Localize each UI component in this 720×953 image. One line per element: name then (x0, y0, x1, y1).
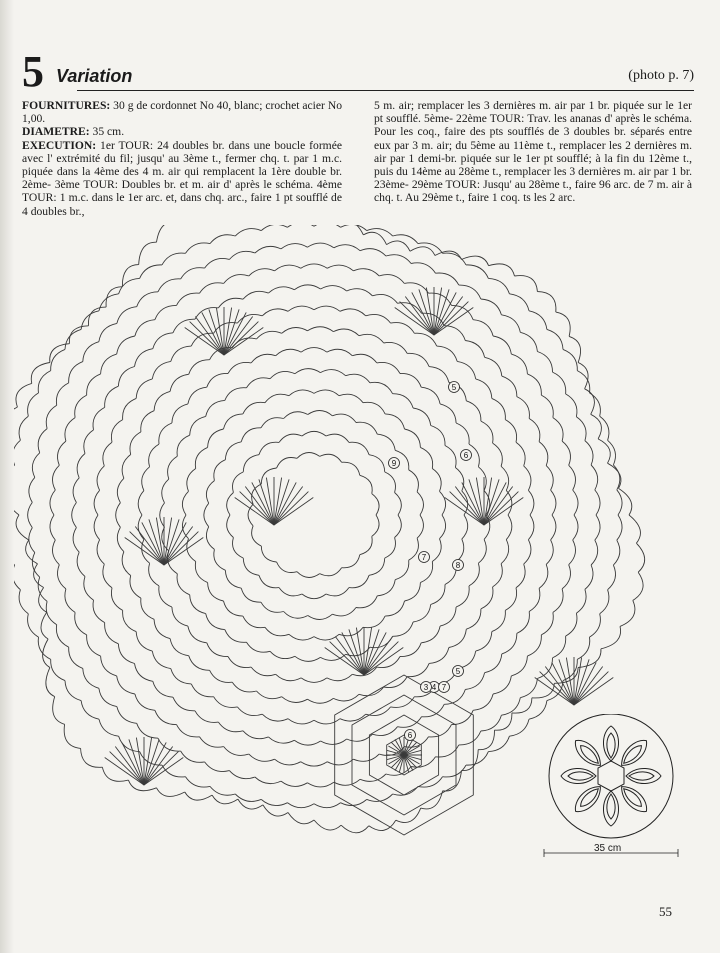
round-marker (419, 552, 430, 563)
round-marker (449, 382, 460, 393)
svg-text:3: 3 (423, 683, 429, 692)
execution-text-left: 1er TOUR: 24 doubles br. dans une boucle formée avec l' extrémité du fil; jusqu' au 3ème t., fermer chq. t. par 1 m.c. piquée dans la 4ème des 4 m. air qui remplacent la 1ère double br. 2ème- 3ème TOUR: Doubles br. et m. air d' après le schéma. 4ème TOUR: 1 m.c. dans le 1er arc. et, dans chq. arc., faire 1 pt soufflé de 4 doubles br., (22, 138, 342, 218)
diametre-text: 35 cm. (89, 125, 125, 139)
header-rule (77, 90, 694, 91)
pattern-header (22, 47, 694, 96)
diametre-label: DIAMETRE: (22, 125, 90, 139)
pattern-title: Variation (56, 66, 133, 86)
svg-text:7: 7 (421, 553, 427, 562)
svg-text:7: 7 (441, 683, 447, 692)
round-marker (461, 450, 472, 461)
execution-text-right: 5 m. air; remplacer les 3 dernières m. air par 1 br. piquée sur le 1er pt soufflé. 5ème- 22ème TOUR: Trav. les ananas d' après le schéma. Pour les coq., faire des pts soufflés de 3 doubles br. séparés entre eux par 3 m. air; du 5ème au 11ème t., remplacer les 2 dernières m. air par 1 demi-br. piquée sur le 1er pt soufflé; à la fin du 12ème t., puis du 14ème au 28ème t., remplacer les 3 dernières m. air par 1 br. 23ème- 29ème TOUR: Jusqu' au 28ème t., faire 96 arc. de 7 m. air à chq. t. Au 29ème t., faire 1 coq. ts les 2 arc. (374, 99, 692, 205)
round-marker (453, 560, 464, 571)
doily-outline-diagram (538, 714, 684, 864)
pattern-number: 5 (22, 47, 44, 96)
round-marker (439, 682, 450, 693)
photo-reference: (photo p. 7) (628, 68, 694, 83)
svg-text:5: 5 (451, 383, 457, 392)
doily-center-hexagon (598, 761, 624, 791)
svg-text:6: 6 (463, 451, 469, 460)
svg-text:6: 6 (407, 731, 413, 740)
page-gutter-shadow (0, 0, 14, 953)
round-marker (389, 458, 400, 469)
instructions-left-column (22, 99, 342, 218)
instructions-right-column (374, 99, 692, 205)
page-number: 55 (659, 904, 672, 919)
round-marker (421, 682, 432, 693)
round-marker (453, 666, 464, 677)
fournitures-label: FOURNITURES: (22, 99, 111, 112)
diameter-dimension-label: 35 cm (594, 843, 622, 854)
svg-text:5: 5 (455, 667, 461, 676)
svg-text:8: 8 (455, 561, 461, 570)
execution-label: EXECUTION: (22, 138, 97, 152)
svg-text:4: 4 (431, 683, 437, 692)
round-marker (405, 730, 416, 741)
fournitures-text: 30 g de cordonnet No 40, blanc; crochet acier No 1,00. (22, 99, 342, 126)
svg-text:9: 9 (391, 459, 397, 468)
